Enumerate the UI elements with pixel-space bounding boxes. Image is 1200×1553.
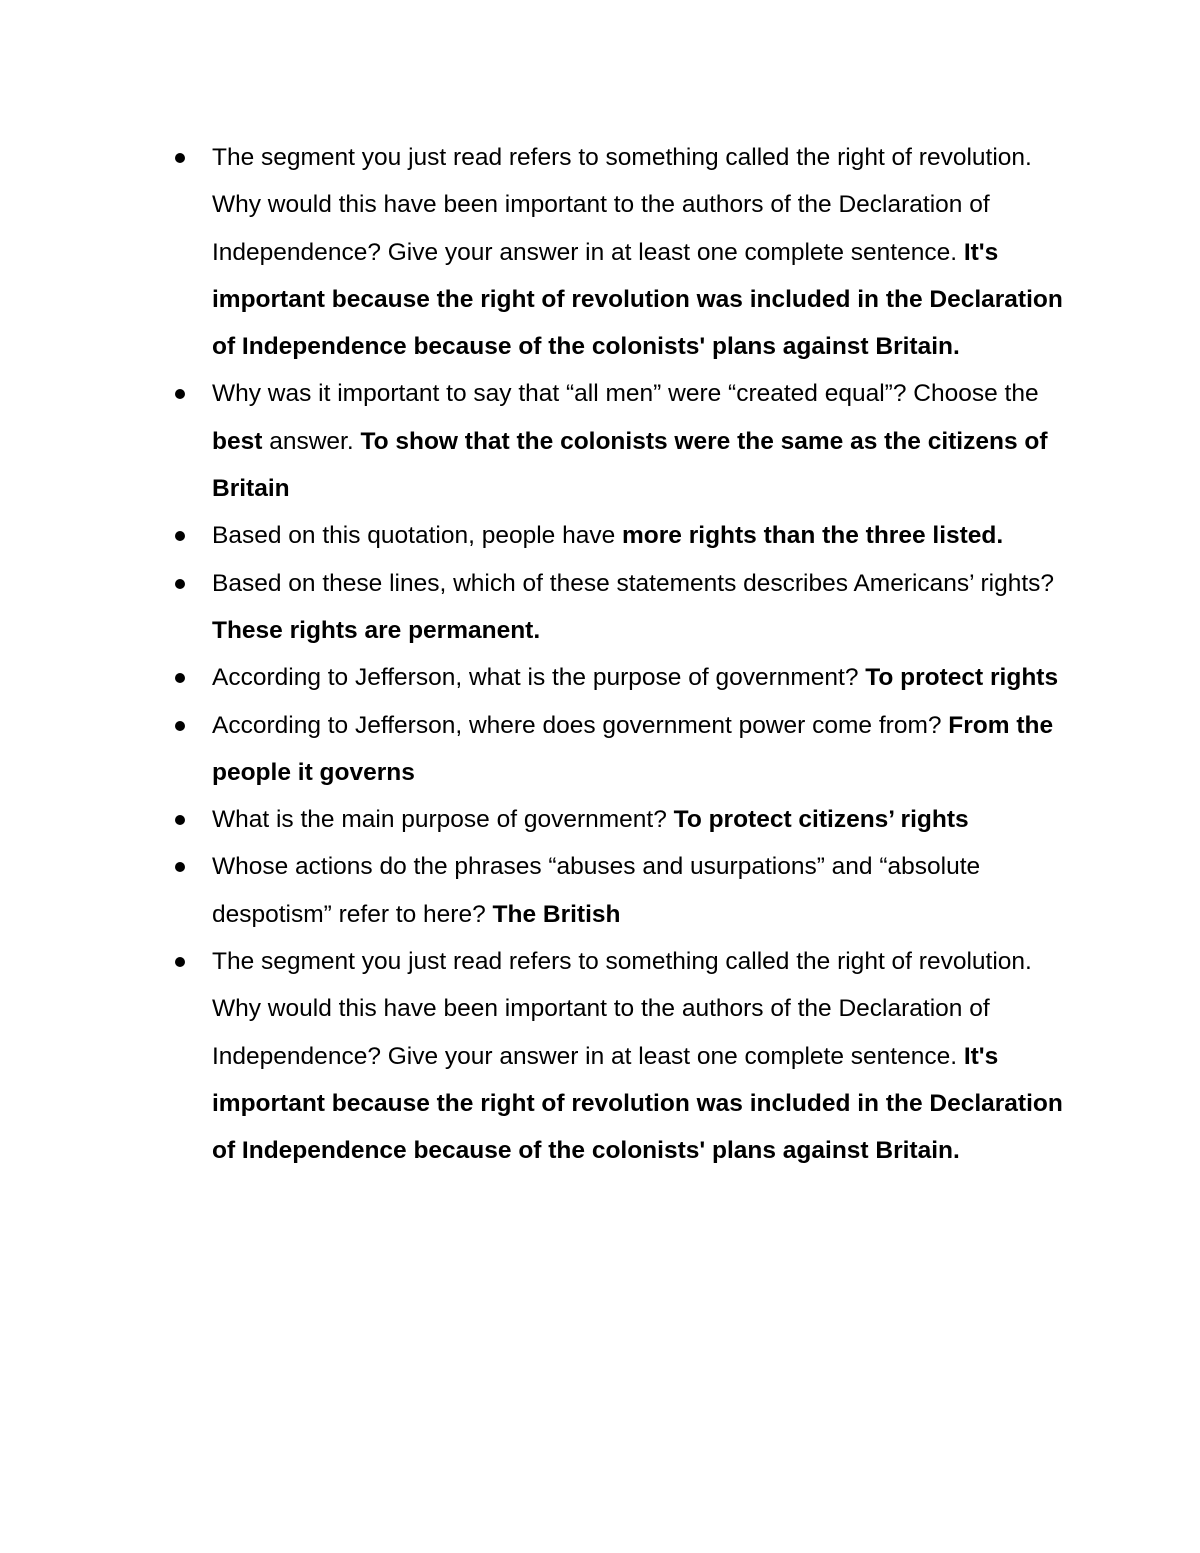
question-text: Whose actions do the phrases “abuses and usurpations” and “absolute despotism” refer to here? (212, 853, 981, 928)
list-item (212, 512, 1072, 559)
question-text: According to Jefferson, where does government power come from? (212, 711, 949, 739)
bullet-icon (175, 673, 185, 683)
question-text: What is the main purpose of government? (212, 806, 674, 834)
bullet-icon (175, 389, 185, 399)
question-text: answer. (262, 427, 361, 455)
question-text: Based on these lines, which of these statements describes Americans’ rights? (212, 569, 1055, 597)
bullet-icon (175, 531, 185, 541)
answer-text: The British (492, 900, 621, 928)
list-item (212, 702, 1072, 797)
list-item (212, 134, 1072, 370)
answer-text: To show that the colonists were the same as the citizens of Britain (212, 427, 1048, 503)
list-item (212, 654, 1072, 701)
list-item (212, 938, 1072, 1174)
question-text: Why was it important to say that “all men” were “created equal”? Choose the (212, 380, 1039, 408)
question-text: The segment you just read refers to something called the right of revolution. Why would this have been important to the authors of the Declaration of Independence? Give your answer in at least one complete sentence. (212, 144, 1032, 266)
answer-text: To protect citizens’ rights (673, 806, 969, 834)
bullet-icon (175, 721, 185, 731)
answer-text: It's important because the right of revolution was included in the Declaration of Independence because of the colonists' plans against Britain. (212, 1042, 1063, 1165)
list-item (212, 796, 1072, 843)
question-answer-list (212, 134, 1072, 1175)
answer-text: It's important because the right of revolution was included in the Declaration of Independence because of the colonists' plans against Britain. (212, 238, 1063, 361)
answer-text: more rights than the three listed. (622, 522, 1004, 550)
bullet-icon (175, 957, 185, 967)
question-text: Based on this quotation, people have (212, 522, 623, 550)
answer-text: From the people it governs (212, 711, 1054, 786)
bullet-icon (175, 815, 185, 825)
bullet-icon (175, 862, 185, 872)
answer-text: To protect rights (865, 664, 1059, 692)
list-item (212, 370, 1072, 512)
bullet-icon (175, 579, 185, 589)
answer-text: These rights are permanent. (212, 616, 541, 644)
list-item (212, 843, 1072, 938)
emphasis-text: best (212, 427, 263, 455)
bullet-icon (175, 153, 185, 163)
question-text: According to Jefferson, what is the purpose of government? (212, 664, 866, 692)
list-item (212, 560, 1072, 655)
question-text: The segment you just read refers to something called the right of revolution. Why would this have been important to the authors of the Declaration of Independence? Give your answer in at least one complete sentence. (212, 948, 1032, 1070)
